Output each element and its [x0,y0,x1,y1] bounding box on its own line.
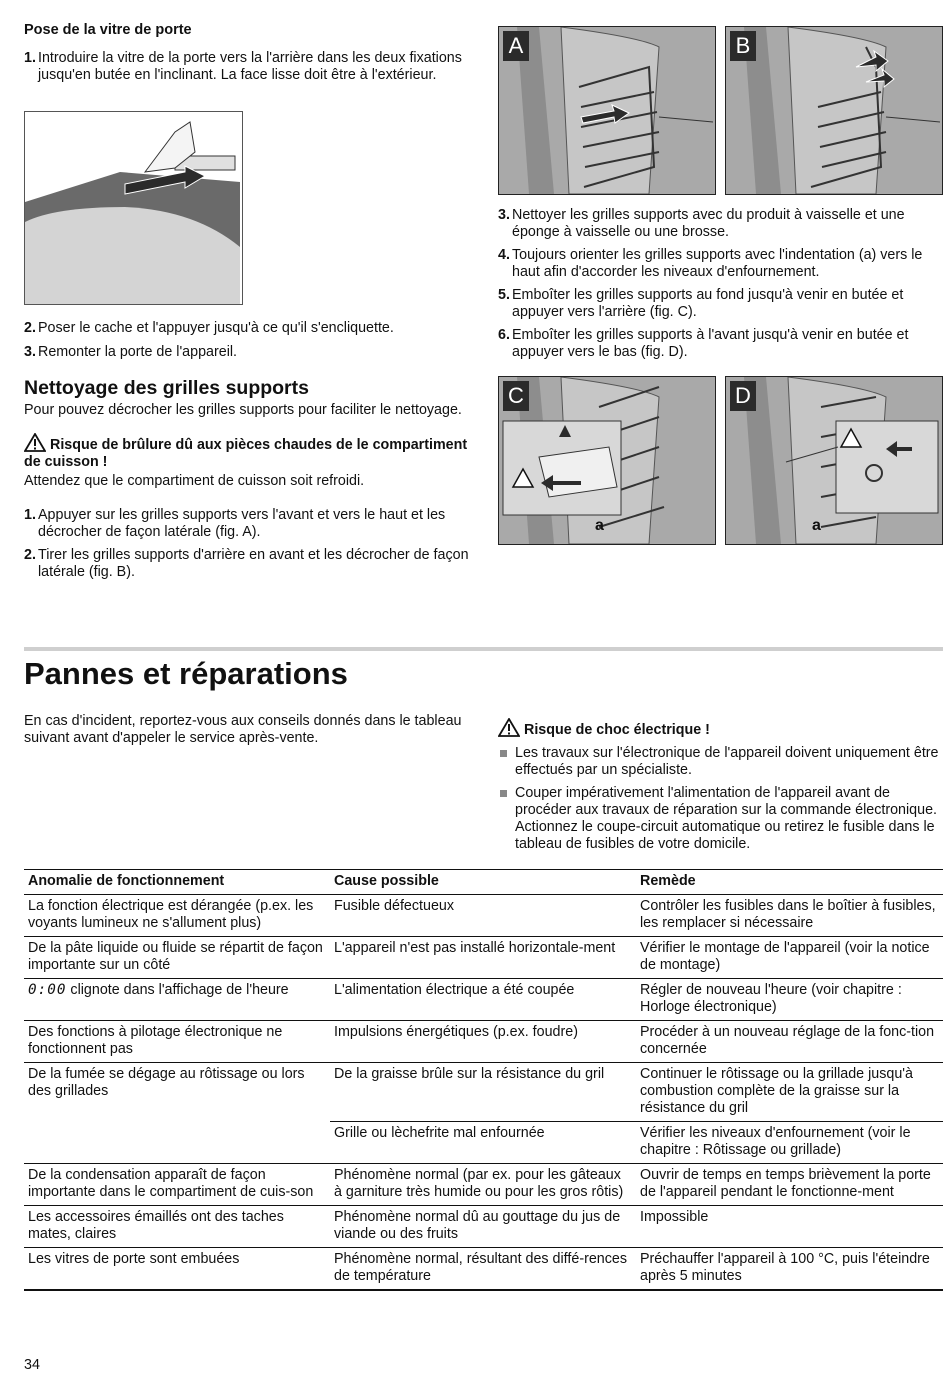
list-item: 1. Appuyer sur les grilles supports vers l'avant et vers le haut et les décrocher de façon latérale (fig. A). [24,507,446,540]
pannes-intro: En cas d'incident, reportez-vous aux conseils donnés dans le tableau suivant avant d'appeler le service après-vente. [24,713,462,746]
table-row: Grille ou lèchefrite mal enfournée Vérifier les niveaux d'enfournement (voir le chapitre : Rôtissage ou grillade) [24,1122,943,1164]
steps-door-glass [24,50,469,84]
table-header-row [24,870,943,895]
callout-a: a [812,517,821,534]
table-row: Les vitres de porte sont embuées Phénomène normal, résultant des diffé-rences de température Préchauffer l'appareil à 100 °C, puis l'éteindre après 5 minutes [24,1248,943,1291]
right-column-steps [498,207,943,361]
table-row: Des fonctions à pilotage électronique ne fonctionnent pas Impulsions énergétiques (p.ex. foudre) Procéder à un nouveau réglage de la fonc-tion concernée [24,1021,943,1063]
list-item: 3. Remonter la porte de l'appareil. [24,344,238,360]
table-row: La fonction électrique est dérangée (p.ex. les voyants lumineux ne s'allument plus) Fusible défectueux Contrôler les fusibles dans le boîtier à fusibles, les remplacer si nécessaire [24,895,943,937]
intro-grilles: Pour pouvez décrocher les grilles supports pour faciliter le nettoyage. [24,402,462,418]
door-glass-illustration [24,111,243,305]
section-title-door-glass: Pose de la vitre de porte [24,22,192,38]
figure-b [725,26,943,195]
list-item: 6. Emboîter les grilles supports à l'avant jusqu'à venir en butée et appuyer vers le bas (fig. D). [498,327,909,360]
table-row: De la pâte liquide ou fluide se répartit de façon importante sur un côté L'appareil n'est pas installé horizontale-ment Vérifier le montage de l'appareil (voir la notice de montage) [24,937,943,979]
figure-label: D [730,381,756,411]
column-header: Anomalie de fonctionnement [24,870,330,895]
steps-remove-grilles [24,507,469,581]
clock-display: 0:00 [28,982,67,998]
bullet-icon [500,750,507,757]
column-header: Remède [636,870,943,895]
figure-label: C [503,381,529,411]
warning-bullets [498,745,945,853]
section-divider [24,647,943,651]
column-header: Cause possible [330,870,636,895]
list-item: 5. Emboîter les grilles supports au fond jusqu'à venir en butée et appuyer vers l'arrière (fig. C). [498,287,904,320]
figure-label: A [503,31,529,61]
table-row: De la fumée se dégage au rôtissage ou lors des grillades De la graisse brûle sur la résistance du gril Continuer le rôtissage ou la grillade jusqu'à combustion complète de la graisse sur la résistance du gril [24,1063,943,1122]
table-row: 0:00 clignote dans l'affichage de l'heure L'alimentation électrique a été coupée Régler de nouveau l'heure (voir chapitre : Horloge électronique) [24,979,943,1021]
table-row: De la condensation apparaît de façon importante dans le compartiment de cuis-son Phénomène normal (par ex. pour les gâteaux à garniture très humide ou pour les gros rôtis) Ouvrir de temps en temps brièvement la porte de l'appareil pendant le fonctionne-ment [24,1164,943,1206]
left-column [24,22,469,84]
list-item: 4. Toujours orienter les grilles supports avec l'indentation (a) vers le haut afin d'accorder les niveaux d'enfournement. [498,247,923,280]
callout-a: a [595,517,604,534]
table-row: Les accessoires émaillés ont des taches mates, claires Phénomène normal dû au gouttage du jus de viande ou des fruits Impossible [24,1206,943,1248]
figure-c [498,376,716,545]
figure-label: B [730,31,756,61]
list-item: Couper impérativement l'alimentation de l'appareil avant de procéder aux travaux de réparation sur la commande électronique. Actionnez le coupe-circuit automatique ou retirez le fusible dans le tableau de fusibles de votre domicile. [498,785,945,853]
steps-clean-grilles [498,207,943,361]
page-title: Pannes et réparations [24,656,348,691]
list-item: Les travaux sur l'électronique de l'appareil doivent uniquement être effectués par un spécialiste. [498,745,945,779]
warning-icon [24,433,46,452]
steps-cover [24,320,469,361]
left-column-steps [24,320,469,581]
section-title-grilles: Nettoyage des grilles supports [24,377,309,399]
page-number: 34 [24,1357,40,1373]
figure-a [498,26,716,195]
burn-warning: Risque de brûlure dû aux pièces chaudes de le compartiment de cuisson ! Attendez que le compartiment de cuisson soit refroidi. [24,433,469,490]
warning-icon [498,718,520,737]
bullet-icon [500,790,507,797]
troubleshooting-table [24,869,943,1291]
list-item: 2. Tirer les grilles supports d'arrière en avant et les décrocher de façon latérale (fig. B). [24,547,469,580]
list-item: 3. Nettoyer les grilles supports avec du produit à vaisselle et une éponge à vaisselle ou une brosse. [498,207,905,240]
shock-warning: Risque de choc électrique ! Les travaux sur l'électronique de l'appareil doivent uniquement être effectués par un spécialiste. Couper impérativement l'alimentation de l'appareil avant de procéder aux travaux de réparation sur la commande électronique. Actionnez le coupe-circuit automatique ou retirez le fusible dans le tableau de fusibles de votre domicile. [498,718,945,859]
figure-d [725,376,943,545]
list-item: 2. Poser le cache et l'appuyer jusqu'à ce qu'il s'encliquette. [24,320,394,336]
list-item: 1. Introduire la vitre de la porte vers la l'arrière dans les deux fixations jusqu'en butée en l'inclinant. La face lisse doit être à l'extérieur. [24,50,462,83]
